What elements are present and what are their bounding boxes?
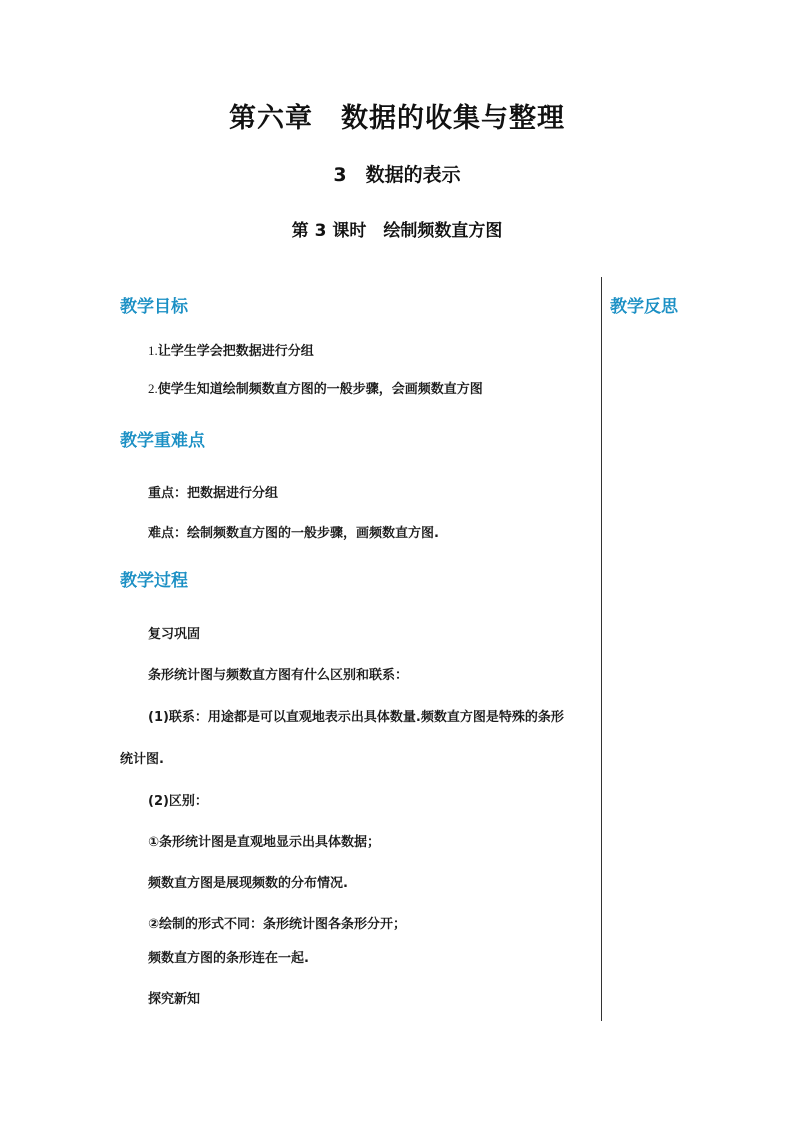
key-points-heading: 教学重难点 bbox=[120, 431, 205, 451]
difference-1-b: 频数直方图是展现频数的分布情况. bbox=[148, 876, 348, 891]
process-heading: 教学过程 bbox=[120, 571, 188, 591]
focus-line: 重点：把数据进行分组 bbox=[148, 486, 279, 501]
difference-title: (2)区别： bbox=[148, 794, 208, 809]
objective-item-1-number: 1. bbox=[148, 343, 158, 358]
section-title: 3 数据的表示 bbox=[333, 164, 461, 186]
objective-item-2 bbox=[148, 378, 483, 397]
link-line-2: 统计图. bbox=[120, 752, 164, 767]
difference-1-a: ①条形统计图是直观地显示出具体数据； bbox=[148, 835, 381, 850]
column-divider bbox=[601, 277, 602, 1021]
objective-item-1 bbox=[148, 340, 314, 359]
review-title: 复习巩固 bbox=[148, 627, 201, 642]
objective-item-2-number: 2. bbox=[148, 381, 158, 396]
objective-item-1-text: 让学生学会把数据进行分组 bbox=[157, 344, 314, 359]
question-line: 条形统计图与频数直方图有什么区别和联系： bbox=[148, 668, 409, 683]
difficulty-line: 难点：绘制频数直方图的一般步骤，画频数直方图. bbox=[148, 526, 439, 541]
objectives-heading: 教学目标 bbox=[120, 297, 188, 317]
link-line-1: (1)联系：用途都是可以直观地表示出具体数量.频数直方图是特殊的条形 bbox=[148, 710, 564, 725]
objective-item-2-text: 使学生知道绘制频数直方图的一般步骤，会画频数直方图 bbox=[157, 382, 483, 397]
difference-2-a: ②绘制的形式不同：条形统计图各条形分开； bbox=[148, 917, 407, 932]
reflection-heading: 教学反思 bbox=[610, 297, 678, 317]
lesson-title: 第 3 课时 绘制频数直方图 bbox=[291, 221, 503, 241]
difference-2-b: 频数直方图的条形连在一起. bbox=[148, 951, 309, 966]
explore-title: 探究新知 bbox=[148, 992, 201, 1007]
chapter-title: 第六章 数据的收集与整理 bbox=[229, 103, 565, 134]
